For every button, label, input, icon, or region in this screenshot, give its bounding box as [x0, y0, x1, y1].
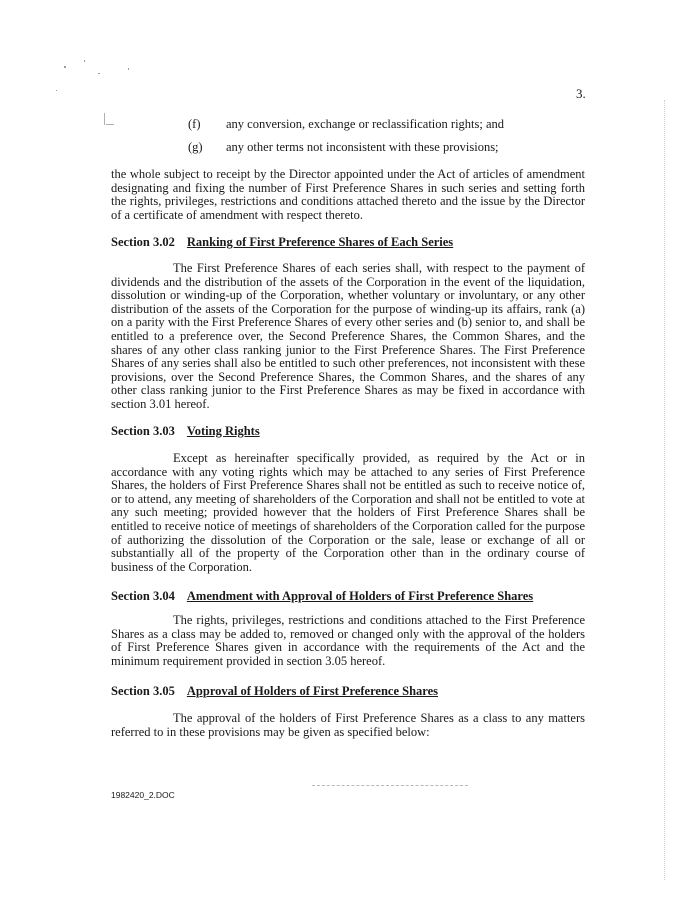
section-title: Approval of Holders of First Preference Shares: [186, 684, 439, 698]
section-number: Section 3.03: [111, 424, 175, 438]
section-body-3-03: Except as hereinafter specifically provided, as required by the Act or in accordance with any voting rights which may be attached to any series of First Preference Shares, the holders of First Preference Shares shall not be entitled as such to receive notice of, or to attend, any meeting of shareholders of the Corporation and shall not be entitled to vote at any such meeting; provided however that the holders of First Preference Shares shall be entitled to receive notice of meetings of shareholders of the Corporation called for the purpose of authorizing the dissolution of the Corporation or the sale, lease or exchange of all or substantially all of the property of the Corporation other than in the ordinary course of business of the Corporation.: [111, 451, 585, 574]
section-number: Section 3.05: [111, 684, 175, 698]
section-body-3-04: The rights, privileges, restrictions and conditions attached to the First Preference Shares as a class may be added to, removed or changed only with the approval of the holders of First Preference Shares given in accordance with the requirements of the Act and the minimum requirement provided in section 3.05 hereof.: [111, 613, 585, 668]
section-title: Amendment with Approval of Holders of First Preference Shares: [186, 589, 534, 603]
scan-line-divider: [312, 785, 468, 786]
scan-speck: [56, 90, 57, 91]
list-item-text: any other terms not inconsistent with these provisions;: [226, 140, 499, 154]
section-number: Section 3.02: [111, 235, 175, 249]
section-heading-3-05: [111, 684, 438, 699]
page-number: 3.: [576, 86, 586, 101]
scan-speck: [106, 124, 114, 125]
list-item-label: (g): [188, 140, 203, 154]
scan-speck: [98, 73, 100, 74]
intro-paragraph: the whole subject to receipt by the Director appointed under the Act of articles of amendment designating and fixing the number of First Preference Shares in such series and setting forth the rights, privileges, restrictions and conditions attached thereto and the issue by the Director of a certificate of amendment with respect thereto.: [111, 167, 585, 222]
scan-speck: [84, 60, 85, 62]
scan-speck: [104, 113, 105, 125]
section-body-3-02: The First Preference Shares of each series shall, with respect to the payment of dividends and the distribution of the assets of the Corporation in the event of the liquidation, dissolution or winding-up of the Corporation, whether voluntary or involuntary, or any other distribution of the assets of the Corporation for the purpose of winding-up its affairs, rank (a) on a parity with the First Preference Shares of every other series and (b) senior to, and shall be entitled to a preference over, the Second Preference Shares, the Common Shares, and the shares of any other class ranking junior to the First Preference Shares. The First Preference Shares of any series shall also be entitled to such other preferences, not inconsistent with these provisions, over the Second Preference Shares, the Common Shares, and the shares of any other class ranking junior to the First Preference Shares as may be fixed in accordance with section 3.01 hereof.: [111, 261, 585, 411]
scan-speck: [128, 68, 129, 70]
section-body-3-05: The approval of the holders of First Preference Shares as a class to any matters referred to in these provisions may be given as specified below:: [111, 711, 585, 739]
section-title: Ranking of First Preference Shares of Each Series: [186, 235, 454, 249]
document-footer: 1982420_2.DOC: [111, 790, 175, 800]
list-item-text: any conversion, exchange or reclassification rights; and: [226, 117, 505, 131]
scan-speck: [64, 66, 66, 68]
section-heading-3-02: [111, 235, 453, 250]
section-heading-3-03: [111, 424, 260, 439]
section-number: Section 3.04: [111, 589, 175, 603]
section-heading-3-04: [111, 589, 533, 604]
scan-edge-line: [664, 100, 666, 880]
section-title: Voting Rights: [186, 424, 260, 438]
list-item-label: (f): [188, 117, 201, 131]
